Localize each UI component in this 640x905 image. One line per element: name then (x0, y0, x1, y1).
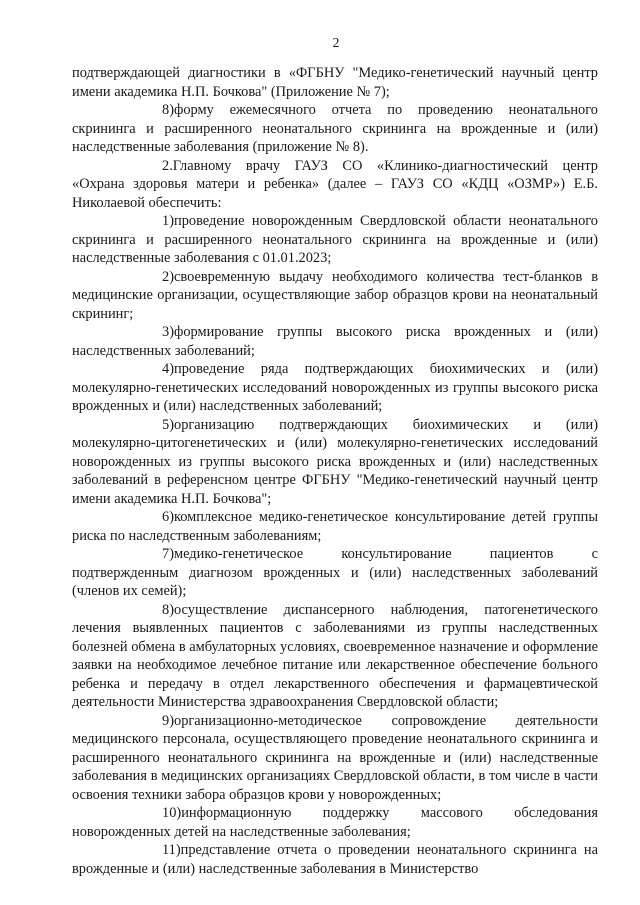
paragraph-text: медико-генетическое консультирование пациентов с подтвержденным диагнозом врожденных и (или) наследственных заболеваний (членов их семей); (72, 546, 598, 599)
paragraph-item-2 (72, 268, 598, 324)
paragraph-text: осуществление диспансерного наблюдения, патогенетического лечения выявленных пациентов с заболеваниями из группы наследственных болезней обмена в амбулаторных условиях, своевременное назначение и оформление заявки на необходимое лечебное питание или лекарственное обеспечение больного ребенка и передачу в отдел лекарственного обеспечения и фармацевтической деятельности Министерства здравоохранения Свердловской области; (72, 601, 598, 710)
paragraph-text: комплексное медико-генетическое консультирование детей группы риска по наследственным заболеваниям; (72, 509, 598, 544)
paragraph-number: 3) (162, 324, 174, 340)
paragraph-number: 2) (162, 268, 174, 285)
paragraph-item-9 (72, 712, 598, 805)
paragraph-item-6 (72, 508, 598, 545)
paragraph-item-3 (72, 323, 598, 360)
paragraph-number: 5) (162, 416, 174, 433)
paragraph-number: 1) (162, 213, 174, 229)
paragraph-number: 9) (162, 712, 174, 729)
paragraph-item-8 (72, 101, 598, 157)
paragraph-text: проведение ряда подтверждающих биохимических и (или) молекулярно-генетических исследований новорожденных из группы высокого риска врожденных и (или) наследственных заболеваний; (72, 361, 598, 414)
paragraph-number: 11) (162, 842, 181, 858)
paragraph-number: 4) (162, 361, 174, 377)
paragraph-number: 10) (162, 805, 182, 821)
paragraph-number: 2. (162, 157, 173, 174)
paragraph-item-1 (72, 212, 598, 268)
paragraph-number: 6) (162, 509, 174, 525)
paragraph-text: проведение новорожденным Свердловской области неонатального скрининга и расширенного неонатального скрининга на врожденные и (или) наследственные заболевания с 01.01.2023; (72, 213, 598, 266)
paragraph-number: 8) (162, 102, 174, 118)
paragraph-section-2 (72, 157, 598, 213)
paragraph-item-8-dispensary (72, 601, 598, 712)
paragraph-item-7 (72, 545, 598, 601)
paragraph-text: подтверждающей диагностики в «ФГБНУ "Медико-генетический научный центр имени академика Н.П. Бочкова" (Приложение № 7); (72, 65, 598, 100)
paragraph-text: организационно-методическое сопровождение деятельности медицинского персонала, осуществляющего проведение неонатального скрининга и расширенного неонатального скрининга на врожденные и (или) наследственные заболевания в медицинских организациях Свердловской области, в том числе в части освоения техники забора образцов крови у новорожденных; (72, 712, 598, 803)
paragraph-continuation (72, 64, 598, 101)
paragraph-text: Главному врачу ГАУЗ СО «Клинико-диагностический центр «Охрана здоровья матери и ребенка» (далее – ГАУЗ СО «КДЦ «ОЗМР») Е.Б. Николаевой обеспечить: (72, 157, 598, 211)
document-body (72, 64, 598, 878)
paragraph-item-11 (72, 841, 598, 878)
paragraph-text: форму ежемесячного отчета по проведению неонатального скрининга и расширенного неонатального скрининга на врожденные и (или) наследственные заболевания (приложение № 8). (72, 102, 598, 155)
paragraph-item-4 (72, 360, 598, 416)
paragraph-text: информационную поддержку массового обследования новорожденных детей на наследственные заболевания; (72, 805, 598, 840)
paragraph-text: представление отчета о проведении неонатального скрининга на врожденные и (или) наследственные заболевания в Министерство (72, 842, 598, 877)
paragraph-text: формирование группы высокого риска врожденных и (или) наследственных заболеваний; (72, 324, 598, 359)
paragraph-number: 7) (162, 546, 174, 562)
paragraph-text: своевременную выдачу необходимого количества тест-бланков в медицинские организации, осуществляющие забор образцов крови на неонатальный скрининг; (72, 268, 598, 322)
paragraph-item-10 (72, 804, 598, 841)
page-number: 2 (332, 35, 340, 50)
paragraph-item-5 (72, 416, 598, 509)
paragraph-text: организацию подтверждающих биохимических и (или) молекулярно-цитогенетических и (или) молекулярно-генетических исследований новорожденных из группы высокого риска врожденных и (или) наследственных заболеваний в референсном центре ФГБНУ "Медико-генетический научный центр имени академика Н.П. Бочкова"; (72, 416, 598, 507)
paragraph-number: 8) (162, 601, 174, 618)
